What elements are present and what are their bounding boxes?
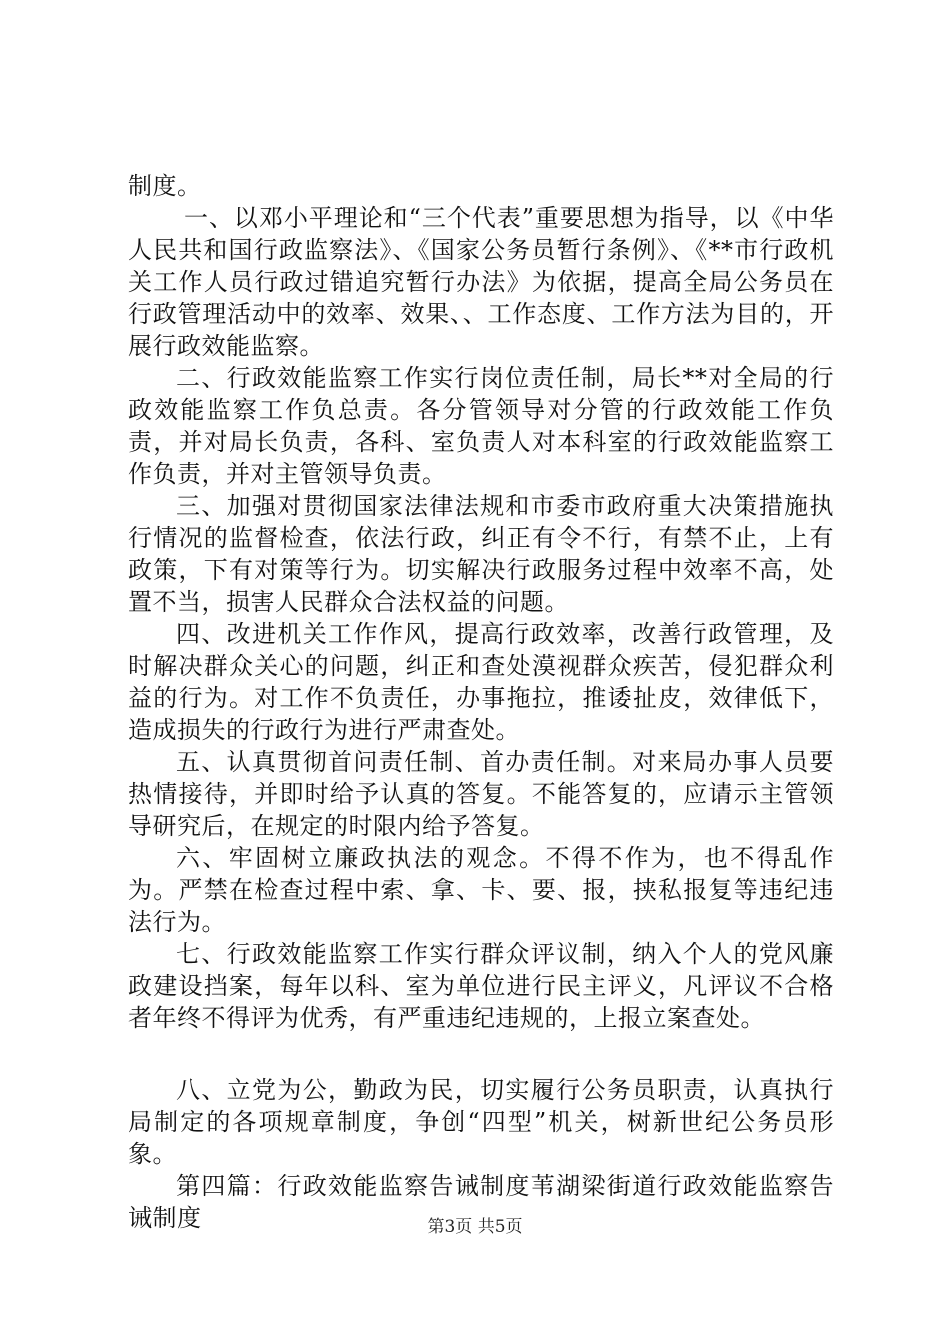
page-number-footer: 第3页 共5页 — [427, 1217, 523, 1237]
document-body — [128, 170, 834, 1234]
paragraph-item-8: 八、立党为公，勤政为民，切实履行公务员职责，认真执行局制定的各项规章制度，争创“四型”机关，树新世纪公务员形象。 — [128, 1076, 834, 1168]
paragraph-continuation: 制度。 — [128, 172, 202, 200]
paragraph-item-3: 三、加强对贯彻国家法律法规和市委市政府重大决策措施执行情况的监督检查，依法行政，纠正有令不行，有禁不止，上有政策，下有对策等行为。切实解决行政服务过程中效率不高，处置不当，损害人民群众合法权益的问题。 — [128, 492, 834, 616]
paragraph-item-2: 二、行政效能监察工作实行岗位责任制，局长**对全局的行政效能监察工作负总责。各分管领导对分管的行政效能工作负责，并对局长负责，各科、室负责人对本科室的行政效能监察工作负责，并对主管领导负责。 — [128, 364, 834, 488]
paragraph-item-1: 一、以邓小平理论和“三个代表”重要思想为指导，以《中华人民共和国行政监察法》、《国家公务员暂行条例》、《**市行政机关工作人员行政过错追究暂行办法》为依据，提高全局公务员在行政管理活动中的效率、效果、、工作态度、工作方法为目的，开展行政效能监察。 — [128, 204, 834, 360]
paragraph-item-4: 四、改进机关工作作风，提高行政效率，改善行政管理，及时解决群众关心的问题，纠正和查处漠视群众疾苦，侵犯群众利益的行为。对工作不负责任，办事拖拉，推诿扯皮，效律低下，造成损失的行政行为进行严肃查处。 — [128, 620, 834, 744]
section-heading: 第四篇：行政效能监察告诫制度苇湖梁街道行政效能监察告诫制度 — [128, 1172, 834, 1232]
paragraph-item-5: 五、认真贯彻首问责任制、首办责任制。对来局办事人员要热情接待，并即时给予认真的答复。不能答复的，应请示主管领导研究后，在规定的时限内给予答复。 — [128, 748, 834, 840]
paragraph-item-7: 七、行政效能监察工作实行群众评议制，纳入个人的党风廉政建设挡案，每年以科、室为单位进行民主评义，凡评议不合格者年终不得评为优秀，有严重违纪违规的，上报立案查处。 — [128, 940, 834, 1032]
paragraph-item-6: 六、牢固树立廉政执法的观念。不得不作为，也不得乱作为。严禁在检查过程中索、拿、卡、要、报，挟私报复等违纪违法行为。 — [128, 844, 834, 936]
paragraph-spacer — [128, 1034, 834, 1074]
